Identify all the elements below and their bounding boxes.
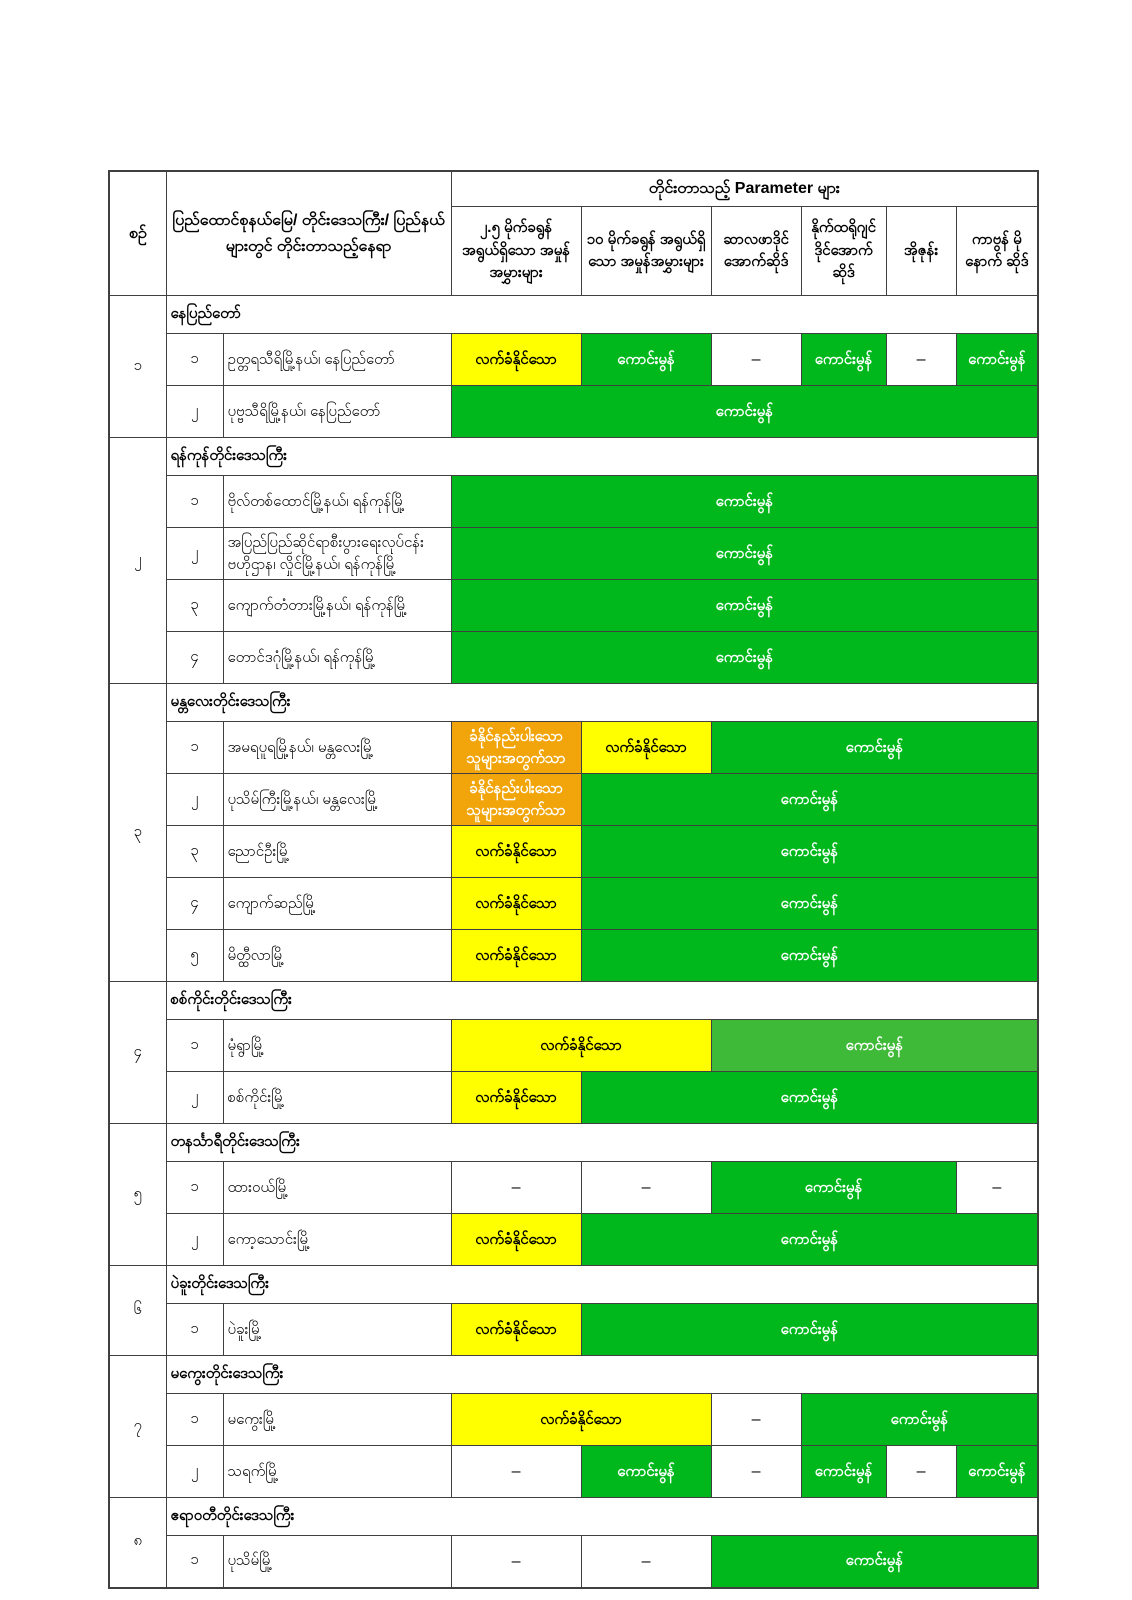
station-number: ၁ [166, 1304, 223, 1356]
param-group-header: တိုင်းတာသည့် Parameter များ [451, 171, 1038, 207]
status-cell-acceptable: လက်ခံနိုင်သော [451, 930, 581, 982]
station-row [109, 1072, 1038, 1124]
status-cell-good: ကောင်းမွန် [581, 878, 1038, 930]
station-location: ကော့သောင်းမြို့ [223, 1214, 451, 1266]
station-number: ၃ [166, 826, 223, 878]
section-number: ၂ [109, 438, 166, 684]
station-number: ၂ [166, 1072, 223, 1124]
status-cell-good: ကောင်းမွန် [451, 386, 1038, 438]
status-cell-none: – [886, 334, 956, 386]
table-header [109, 171, 1038, 296]
section-header-row [109, 1124, 1038, 1162]
status-cell-good: ကောင်းမွန် [956, 1446, 1038, 1498]
status-cell-good: ကောင်းမွန် [581, 930, 1038, 982]
status-cell-good_light: ကောင်းမွန် [711, 1020, 1038, 1072]
status-cell-none: – [711, 1446, 801, 1498]
station-location: သရက်မြို့ [223, 1446, 451, 1498]
station-number: ၂ [166, 528, 223, 580]
section-name: နေပြည်တော် [166, 296, 1038, 334]
section-number: ၈ [109, 1498, 166, 1588]
station-location: မကွေးမြို့ [223, 1394, 451, 1446]
status-cell-acceptable: လက်ခံနိုင်သော [581, 722, 711, 774]
station-number: ၃ [166, 580, 223, 632]
station-row [109, 930, 1038, 982]
status-cell-sensitive: ခံနိုင်နည်းပါးသော သူများအတွက်သာ [451, 722, 581, 774]
station-number: ၁ [166, 1394, 223, 1446]
status-cell-acceptable: လက်ခံနိုင်သော [451, 826, 581, 878]
station-row [109, 722, 1038, 774]
status-cell-acceptable: လက်ခံနိုင်သော [451, 878, 581, 930]
status-cell-acceptable: လက်ခံနိုင်သော [451, 1214, 581, 1266]
status-cell-good: ကောင်းမွန် [581, 1072, 1038, 1124]
station-number: ၂ [166, 774, 223, 826]
section-number: ၃ [109, 684, 166, 982]
section-number: ၁ [109, 296, 166, 438]
status-cell-none: – [451, 1162, 581, 1214]
status-cell-good: ကောင်းမွန် [451, 476, 1038, 528]
station-number: ၁ [166, 1536, 223, 1588]
station-row [109, 334, 1038, 386]
status-cell-good: ကောင်းမွန် [581, 826, 1038, 878]
station-location: မုံရွာမြို့ [223, 1020, 451, 1072]
status-cell-good: ကောင်းမွန် [711, 1536, 1038, 1588]
section-name: ဧရာဝတီတိုင်းဒေသကြီး [166, 1498, 1038, 1536]
status-cell-good: ကောင်းမွန် [801, 1394, 1038, 1446]
station-location: ကျောက်တံတားမြို့နယ်၊ ရန်ကုန်မြို့ [223, 580, 451, 632]
status-cell-acceptable: လက်ခံနိုင်သော [451, 1394, 711, 1446]
status-cell-none: – [711, 1394, 801, 1446]
status-cell-good: ကောင်းမွန် [581, 774, 1038, 826]
status-cell-acceptable: လက်ခံနိုင်သော [451, 334, 581, 386]
station-row [109, 580, 1038, 632]
status-cell-none: – [886, 1446, 956, 1498]
section-header-row [109, 982, 1038, 1020]
station-location: ကျောက်ဆည်မြို့ [223, 878, 451, 930]
section-header-row [109, 1356, 1038, 1394]
status-cell-acceptable: လက်ခံနိုင်သော [451, 1072, 581, 1124]
station-location: အပြည်ပြည်ဆိုင်ရာစီးပွားရေးလုပ်ငန်း ဗဟိုဌာန၊ လှိုင်မြို့နယ်၊ ရန်ကုန်မြို့ [223, 528, 451, 580]
station-row [109, 632, 1038, 684]
station-number: ၄ [166, 632, 223, 684]
section-number: ၅ [109, 1124, 166, 1266]
col-header-pm10: ၁၀ မိုက်ခရွန် အရွယ်ရှိသော အမှုန်အမွှားများ [581, 207, 711, 296]
station-location: စစ်ကိုင်းမြို့ [223, 1072, 451, 1124]
section-name: ပဲခူးတိုင်းဒေသကြီး [166, 1266, 1038, 1304]
station-row [109, 1304, 1038, 1356]
station-number: ၁ [166, 476, 223, 528]
station-row [109, 1214, 1038, 1266]
station-location: ထားဝယ်မြို့ [223, 1162, 451, 1214]
col-header-so2: ဆာလဖာဒိုင် အောက်ဆိုဒ် [711, 207, 801, 296]
status-cell-none: – [581, 1162, 711, 1214]
station-row [109, 774, 1038, 826]
station-number: ၁ [166, 1020, 223, 1072]
section-name: စစ်ကိုင်းတိုင်းဒေသကြီး [166, 982, 1038, 1020]
station-location: ပုသိမ်ကြီးမြို့နယ်၊ မန္တလေးမြို့ [223, 774, 451, 826]
section-name: တနင်္သာရီတိုင်းဒေသကြီး [166, 1124, 1038, 1162]
status-cell-good: ကောင်းမွန် [451, 632, 1038, 684]
station-row [109, 878, 1038, 930]
status-cell-acceptable: လက်ခံနိုင်သော [451, 1304, 581, 1356]
section-header-row [109, 684, 1038, 722]
section-header-row [109, 1266, 1038, 1304]
station-number: ၂ [166, 386, 223, 438]
station-number: ၄ [166, 878, 223, 930]
station-location: ပုဗ္ဗသီရိမြို့နယ်၊ နေပြည်တော် [223, 386, 451, 438]
status-cell-good: ကောင်းမွန် [451, 580, 1038, 632]
status-cell-none: – [581, 1536, 711, 1588]
status-cell-good: ကောင်းမွန် [801, 334, 886, 386]
col-header-pm25: ၂.၅ မိုက်ခရွန် အရွယ်ရှိသော အမှုန်အမွှားများ [451, 207, 581, 296]
station-number: ၁ [166, 722, 223, 774]
station-row [109, 528, 1038, 580]
header-row-group [109, 171, 1038, 207]
section-header-row [109, 296, 1038, 334]
station-location: ဗိုလ်တစ်ထောင်မြို့နယ်၊ ရန်ကုန်မြို့ [223, 476, 451, 528]
station-location: ညောင်ဦးမြို့ [223, 826, 451, 878]
station-row [109, 1446, 1038, 1498]
station-row [109, 1162, 1038, 1214]
station-number: ၂ [166, 1214, 223, 1266]
status-cell-none: – [956, 1162, 1038, 1214]
station-location: အမရပူရမြို့နယ်၊ မန္တလေးမြို့ [223, 722, 451, 774]
status-cell-none: – [711, 334, 801, 386]
station-row [109, 386, 1038, 438]
station-location: ပုသိမ်မြို့ [223, 1536, 451, 1588]
col-header-location: ပြည်ထောင်စုနယ်မြေ/ တိုင်းဒေသကြီး/ ပြည်နယ်များတွင် တိုင်းတာသည့်နေရာ [166, 171, 451, 296]
status-cell-good: ကောင်းမွန် [581, 1214, 1038, 1266]
status-cell-good: ကောင်းမွန် [581, 334, 711, 386]
status-cell-acceptable: လက်ခံနိုင်သော [451, 1020, 711, 1072]
section-header-row [109, 1498, 1038, 1536]
status-cell-good: ကောင်းမွန် [711, 1162, 956, 1214]
section-header-row [109, 438, 1038, 476]
status-cell-good: ကောင်းမွန် [801, 1446, 886, 1498]
section-name: မကွေးတိုင်းဒေသကြီး [166, 1356, 1038, 1394]
section-name: ရန်ကုန်တိုင်းဒေသကြီး [166, 438, 1038, 476]
col-header-no: စဉ် [109, 171, 166, 296]
status-cell-none: – [451, 1536, 581, 1588]
status-cell-good: ကောင်းမွန် [451, 528, 1038, 580]
air-quality-table-container [108, 170, 1037, 1589]
station-row [109, 826, 1038, 878]
station-number: ၅ [166, 930, 223, 982]
status-cell-sensitive: ခံနိုင်နည်းပါးသော သူများအတွက်သာ [451, 774, 581, 826]
status-cell-good: ကောင်းမွန် [711, 722, 1038, 774]
section-number: ၇ [109, 1356, 166, 1498]
col-header-no2: နိုက်ထရိုဂျင် ဒိုင်အောက် ဆိုဒ် [801, 207, 886, 296]
section-number: ၄ [109, 982, 166, 1124]
col-header-co: ကာဗွန် မိုနောက် ဆိုဒ် [956, 207, 1038, 296]
status-cell-good: ကောင်းမွန် [581, 1304, 1038, 1356]
section-name: မန္တလေးတိုင်းဒေသကြီး [166, 684, 1038, 722]
station-row [109, 1020, 1038, 1072]
col-header-o3: အိုဇုန်း [886, 207, 956, 296]
status-cell-good: ကောင်းမွန် [581, 1446, 711, 1498]
station-row [109, 1394, 1038, 1446]
status-cell-none: – [451, 1446, 581, 1498]
station-row [109, 1536, 1038, 1588]
station-row [109, 476, 1038, 528]
status-cell-good: ကောင်းမွန် [956, 334, 1038, 386]
station-location: ဥတ္တရသီရိမြို့နယ်၊ နေပြည်တော် [223, 334, 451, 386]
air-quality-table [108, 170, 1039, 1589]
station-location: တောင်ဒဂုံမြို့နယ်၊ ရန်ကုန်မြို့ [223, 632, 451, 684]
station-number: ၂ [166, 1446, 223, 1498]
station-location: မိတ္ထီလာမြို့ [223, 930, 451, 982]
station-number: ၁ [166, 1162, 223, 1214]
table-body [109, 296, 1038, 1588]
station-number: ၁ [166, 334, 223, 386]
station-location: ပဲခူးမြို့ [223, 1304, 451, 1356]
section-number: ၆ [109, 1266, 166, 1356]
